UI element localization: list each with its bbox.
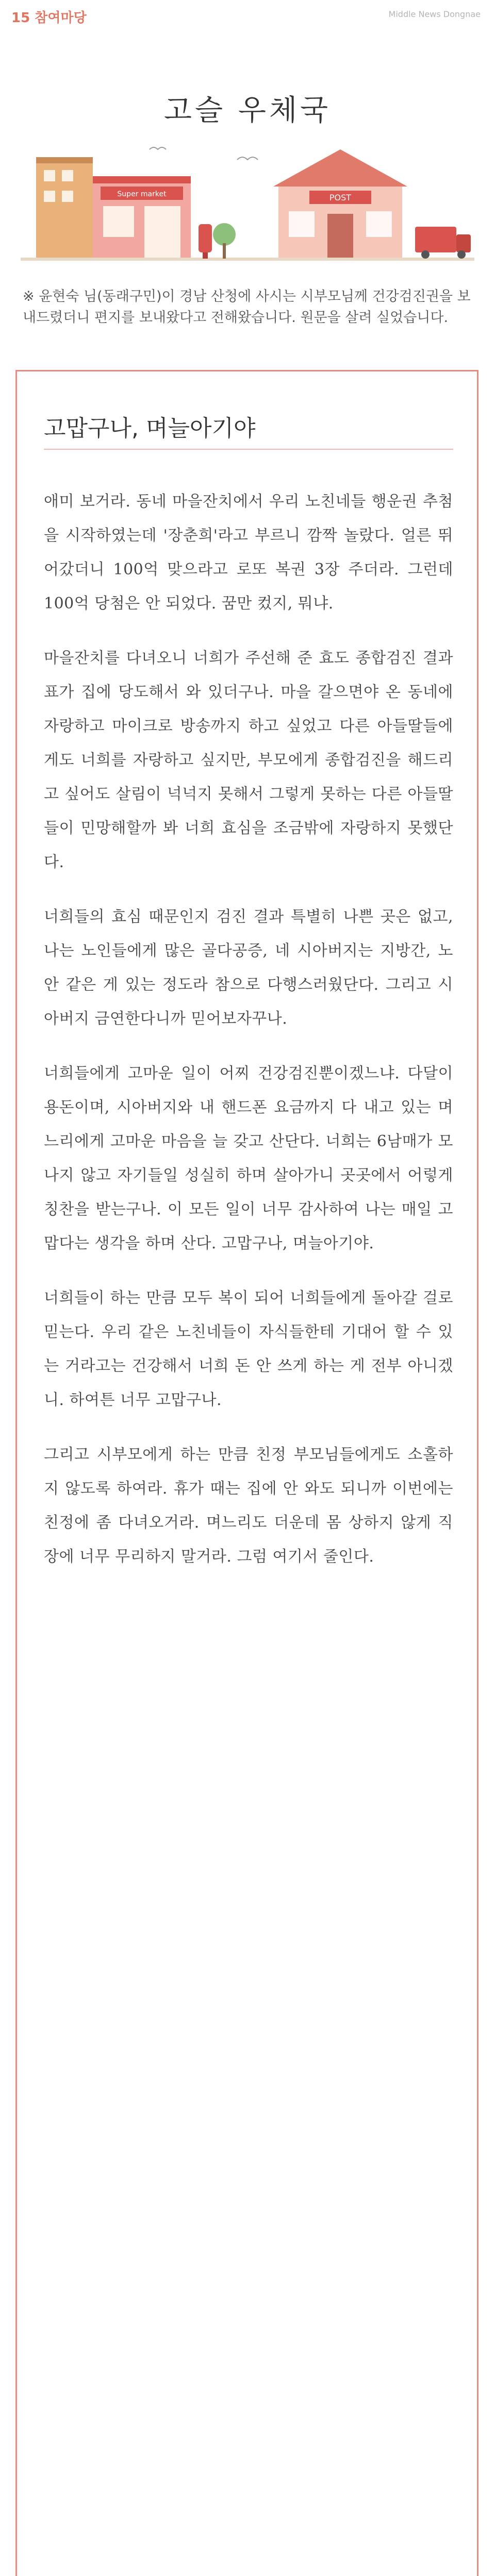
post-office-illustration (21, 129, 474, 268)
letter-title: 고맙구나, 며늘아기야 (44, 415, 256, 442)
letter-title-divider (44, 449, 453, 450)
letter-paragraph: 너희들의 효심 때문인지 검진 결과 특별히 나쁜 곳은 없고, 나는 노인들에게 많은 골다공증, 네 시아버지는 지방간, 노안 같은 게 있는 정도라 참으로 다행스러웠단다. 그리고 시아버지 금연한다니까 믿어보자꾸나. (44, 908, 453, 1028)
market-sign-text: Super market (117, 190, 167, 198)
magazine-name: Middle News Dongnae (388, 9, 481, 19)
delivery-truck-icon (415, 227, 456, 252)
post-sign-text: POST (329, 193, 352, 202)
mailbox-icon (199, 224, 212, 252)
letter-paragraph: 너희들이 하는 만큼 모두 복이 되어 너희들에게 돌아갈 걸로 믿는다. 우리 같은 노친네들이 자식들한테 기대어 할 수 있는 거라고는 건강해서 너희 돈 안 쓰게 하는 게 전부 아니겠니. 하여튼 너무 고맙구나. (44, 1289, 453, 1409)
page-title: 고슬 우체국 (163, 94, 332, 127)
letter-paragraph: 마을잔치를 다녀오니 너희가 주선해 준 효도 종합검진 결과표가 집에 당도해서 와 있더구나. 마을 갈으면야 온 동네에 자랑하고 마이크로 방송까지 하고 싶었고 다른 아들딸들에게도 너희를 자랑하고 싶지만, 부모에게 종합검진을 해드리고 싶어도 살림이 넉넉지 못해서 그렇게 못하는 다른 아들딸들이 민망해할까 봐 너희 효심을 조금밖에 자랑하지 못했단다. (44, 649, 453, 871)
title-area (0, 88, 495, 129)
letter-box (15, 370, 478, 2576)
page-number: 15 참여마당 (11, 10, 87, 26)
page-header (0, 0, 495, 31)
letter-paragraph: 너희들에게 고마운 일이 어찌 건강검진뿐이겠느냐. 다달이 용돈이며, 시아버지와 내 핸드폰 요금까지 다 내고 있는 며느리에게 고마운 마음을 늘 갖고 산단다. 너희는 6남매가 모나지 않고 자기들일 성실히 하며 살아가니 곳곳에서 어렇게 칭찬을 받는구나. 이 모든 일이 너무 감사하여 나는 매일 고맙다는 생각을 하며 산다. 고맙구나, 며늘아기야. (44, 1064, 453, 1252)
letter-paragraph: 애미 보거라. 동네 마을잔치에서 우리 노친네들 행운권 추첨을 시작하였는데 '장춘희'라고 부르니 깜짝 놀랐다. 얼른 뛰어갔더니 100억 맞으라고 로또 복권 3장 주더라. 그런데 100억 당첨은 안 되었다. 꿈만 컸지, 뭐냐. (44, 493, 453, 613)
editor-note: ※ 윤현숙 님(동래구민)이 경남 산청에 사시는 시부모님께 건강검진권을 보내드렸더니 편지를 보내왔다고 전해왔습니다. 원문을 살려 실었습니다. (23, 289, 471, 326)
letter-paragraph: 그리고 시부모에게 하는 만큼 친정 부모님들에게도 소홀하지 않도록 하여라. 휴가 때는 집에 안 와도 되니까 이번에는 친정에 좀 다녀오거라. 며느리도 더운데 몸 상하지 않게 직장에 너무 무리하지 말거라. 그럼 여기서 줄인다. (44, 1446, 453, 1566)
letter-body (44, 485, 453, 1595)
